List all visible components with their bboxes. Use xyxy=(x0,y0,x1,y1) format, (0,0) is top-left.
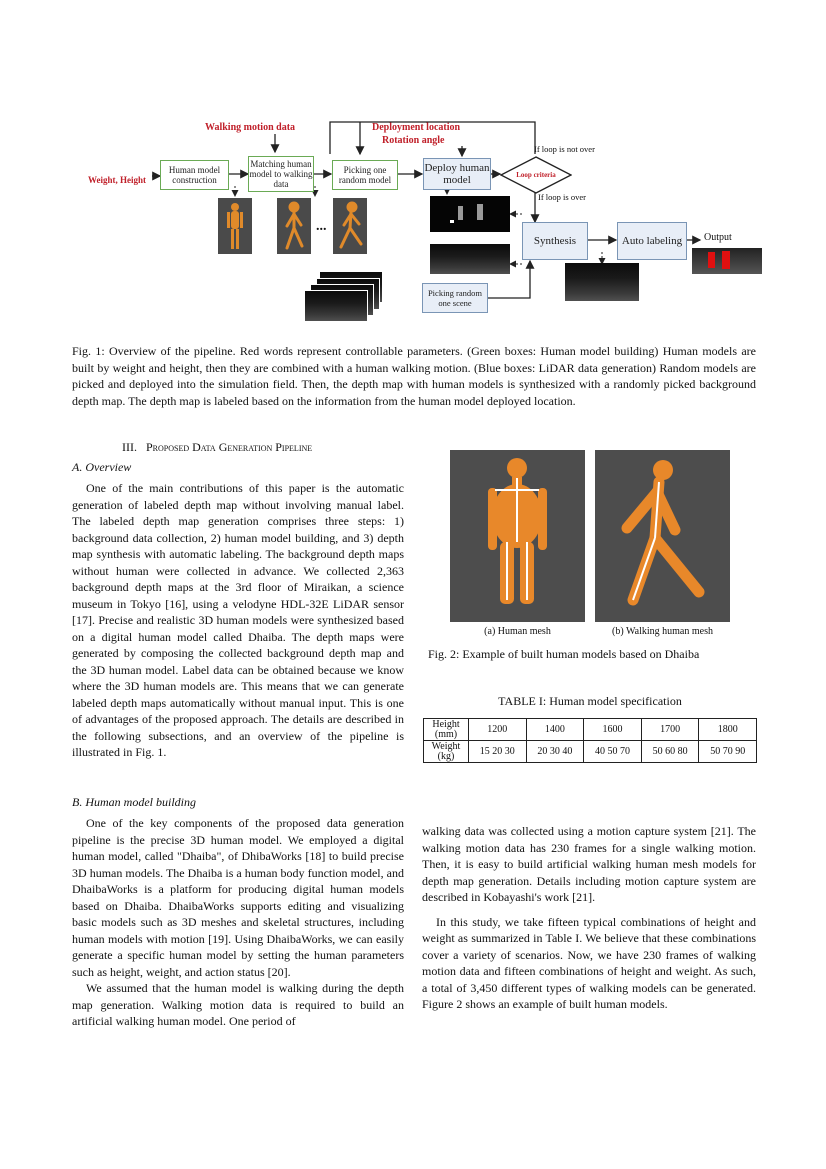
section-title: Proposed Data Generation Pipeline xyxy=(146,440,313,454)
weight-cell: 20 30 40 xyxy=(526,741,584,763)
output-label: Output xyxy=(704,232,732,243)
output-labeled-map xyxy=(692,248,762,274)
height-cell: 1800 xyxy=(699,719,757,741)
background-depth-map xyxy=(430,244,510,274)
overview-paragraph xyxy=(72,480,404,761)
weight-cell: 15 20 30 xyxy=(469,741,527,763)
loop-over-note: If loop is over xyxy=(538,192,586,202)
human-model-thumbnail xyxy=(218,198,252,254)
deploy-human-model-box: Deploy human model xyxy=(423,158,491,190)
figure2-subcaption-b: (b) Walking human mesh xyxy=(612,626,713,637)
human-model-text-1: One of the key components of the proposed data generation pipeline is the precise 3D human model. We employed a digital human model, called "Dhaiba", of DhibaWorks [18] to build precise 3D human models. The Dhaiba is a human body function model, and DhaibaWorks is a platform for producing digital human models based on Dhaiba. DhaibaWorks supports editing and visualizing basic models such as 3D meshes and skeletal structures, including human models with motion [19]. Using DhaibaWorks, we can easily generate a specific human model by setting the human parameters such as height, weight, and action status [20]. xyxy=(72,816,404,979)
pipeline-figure xyxy=(80,116,770,326)
weight-row xyxy=(424,741,757,763)
table-title: TABLE I: Human model specification xyxy=(498,694,682,708)
weight-cell: 40 50 70 xyxy=(584,741,642,763)
weight-row-label: Weight (kg) xyxy=(424,741,469,763)
weight-cell: 50 60 80 xyxy=(641,741,699,763)
walking-thumbnail-2 xyxy=(333,198,367,254)
deployment-location-label: Deployment location xyxy=(372,122,461,133)
figure2-caption: Fig. 2: Example of built human models based on Dhaiba xyxy=(428,647,700,661)
ellipsis: ... xyxy=(316,219,327,234)
subsection-a-heading: A. Overview xyxy=(72,460,132,474)
section-number: III. xyxy=(122,440,137,454)
walking-human-mesh-image xyxy=(595,450,730,622)
section-heading xyxy=(122,440,312,455)
auto-labeling-box: Auto labeling xyxy=(617,222,687,260)
height-cell: 1400 xyxy=(526,719,584,741)
figure1-caption: Fig. 1: Overview of the pipeline. Red words represent controllable parameters. (Green boxes: Human model building) Human models are built by weight and height, then they are combined with a human walking motion. (Blue boxes: LiDAR data generation) Random models are picked and deployed into the simulation field. Then, the depth map with human models is synthesized with a randomly picked background depth map. The depth map is labeled based on the information from the human model deployed location. xyxy=(72,344,756,408)
combinations-text: In this study, we take fifteen typical combinations of height and weight as summarized in Table I. We believe that these combinations cover a variety of scenarios. Now, we have 230 frames of walking motion data and fifteen combinations of height and weight. As such, a total of 3,450 different types of walking models can be generated. Figure 2 shows an example of built human models. xyxy=(422,914,756,1011)
human-model-text-2: We assumed that the human model is walking during the depth map generation. Walking motion data is required to build an artificial walking human model. One period of xyxy=(72,981,404,1028)
synthesis-box: Synthesis xyxy=(522,222,588,260)
right-column-text xyxy=(422,823,756,1013)
weight-height-label: Weight, Height xyxy=(88,175,146,185)
synthesized-depth-map xyxy=(565,263,639,301)
loop-criteria-label: Loop criteria xyxy=(516,171,556,179)
overview-text: One of the main contributions of this paper is the automatic generation of labeled depth map without involving manual label. The labeled depth map generation comprises three steps: 1) background data collection, 2) human model building, and 3) depth map synthesis with automatic labeling. The background depth maps without human were collected in advance. We collected 2,363 background depth maps at the 3rd floor of Miraikan, a science museum in Tokyo [16], using a velodyne HDL-32E LiDAR sensor [17]. Precise and realistic 3D human models were synthesized based on a digital human model called Dhaiba. The depth maps were generated by composing the collected background depth map and the 3D human model. Label data can be obtained because we know where the 3D human models are. This means that we can generate labeled depth maps automatically without manual input. This is one of advantages of the proposed approach. The details are described in the following subsections, and an overview of the pipeline is illustrated in Fig. 1. xyxy=(72,481,404,759)
walking-motion-label: Walking motion data xyxy=(205,122,296,133)
height-row xyxy=(424,719,757,741)
walking-thumbnail-1 xyxy=(277,198,311,254)
specification-table xyxy=(423,718,757,763)
picking-model-box: Picking one random model xyxy=(332,160,398,190)
picking-scene-box: Picking random one scene xyxy=(422,283,488,313)
human-model-construction-box: Human model construction xyxy=(160,160,229,190)
motion-capture-text: walking data was collected using a motion capture system [21]. The walking motion data has 230 frames for a single walking motion. Then, it is easy to build artificial walking human mesh models for depth map generation. Details including motion capture system are described in Kobayashi's work [21]. xyxy=(422,824,756,904)
loop-not-over-note: If loop is not over xyxy=(534,144,595,154)
scene-stack-4 xyxy=(304,290,368,322)
height-row-label: Height (mm) xyxy=(424,719,469,741)
matching-box: Matching human model to walking data xyxy=(248,156,314,192)
height-cell: 1600 xyxy=(584,719,642,741)
figure2-subcaption-a: (a) Human mesh xyxy=(484,626,551,637)
human-mesh-image xyxy=(450,450,585,622)
rotation-angle-label: Rotation angle xyxy=(382,135,445,146)
height-cell: 1200 xyxy=(469,719,527,741)
deployed-depth-map xyxy=(430,196,510,232)
height-cell: 1700 xyxy=(641,719,699,741)
human-model-paragraphs xyxy=(72,815,404,1030)
subsection-b-heading: B. Human model building xyxy=(72,795,196,809)
weight-cell: 50 70 90 xyxy=(699,741,757,763)
